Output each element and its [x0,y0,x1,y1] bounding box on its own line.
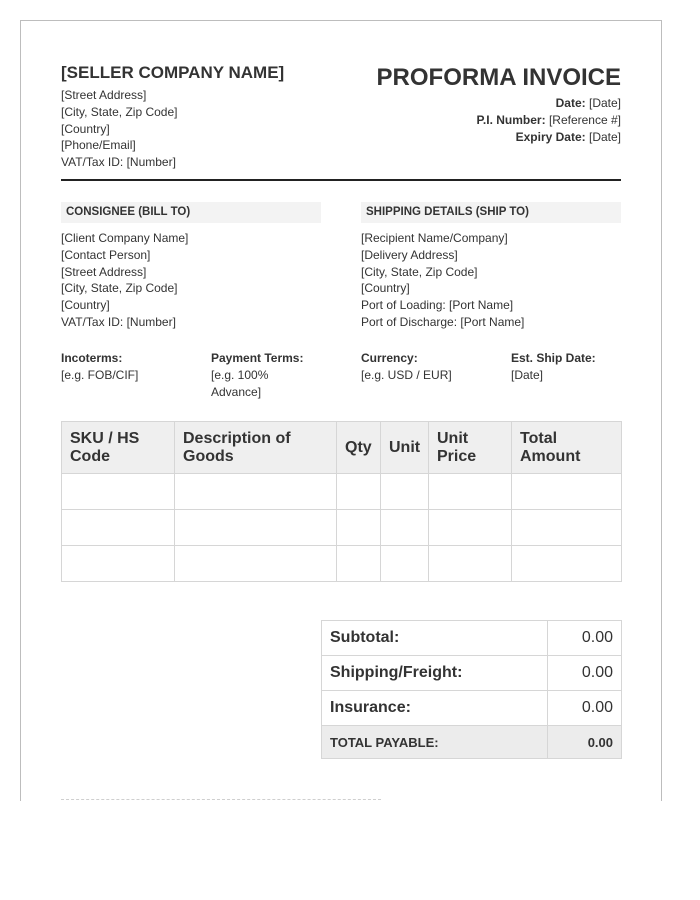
invoice-title-block [321,63,621,145]
total-payable-label: TOTAL PAYABLE: [322,726,548,759]
date-value: [Date] [588,96,621,110]
seller-country: [Country] [61,121,110,136]
document-title: PROFORMA INVOICE [376,64,621,91]
table-cell [337,474,381,510]
table-cell [175,474,337,510]
term-value: [e.g. USD / EUR] [361,368,452,382]
subtotal-row [322,621,622,656]
table-cell [337,546,381,582]
table-cell [512,510,622,546]
table-row [62,474,622,510]
column-header-unit-price: Unit Price [429,422,512,474]
expiry-date [321,129,621,146]
term-label: Incoterms: [61,351,123,365]
shipping-heading: SHIPPING DETAILS (SHIP TO) [361,202,621,223]
column-header-description: Description of Goods [175,422,337,474]
total-payable-row [322,726,622,759]
seller-street: [Street Address] [61,88,147,102]
table-row [62,510,622,546]
subtotal-value: 0.00 [548,621,622,656]
items-table [61,421,622,582]
term-ship-date [511,350,621,384]
header-divider [61,179,621,181]
shipping-line: [City, State, Zip Code] [361,264,478,279]
total-payable-value: 0.00 [548,726,622,759]
shipping-line: [Delivery Address] [361,247,458,262]
shipping-freight-row [322,656,622,691]
term-currency [361,350,491,384]
pi-number-label: P.I. Number: [476,112,546,127]
subtotal-label: Subtotal: [322,621,548,656]
shipping-freight-value: 0.00 [548,656,622,691]
totals-table [321,620,622,759]
term-payment [211,350,326,400]
table-cell [381,474,429,510]
shipping-line: [Country] [361,281,410,296]
consignee-line: [Client Company Name] [61,231,189,245]
shipping-line: Port of Discharge: [Port Name] [361,314,525,329]
shipping-block [361,202,621,331]
term-label: Currency: [361,351,418,365]
seller-city: [City, State, Zip Code] [61,104,178,119]
term-value: [e.g. 100% Advance] [211,368,269,399]
consignee-line: [Street Address] [61,264,147,279]
expiry-date-label: Expiry Date: [515,129,586,144]
signature-line [61,799,381,800]
table-cell [429,546,512,582]
table-cell [62,510,175,546]
table-cell [512,474,622,510]
table-cell [381,510,429,546]
table-cell [429,510,512,546]
table-cell [512,546,622,582]
table-cell [62,474,175,510]
table-cell [337,510,381,546]
term-label: Payment Terms: [211,351,304,365]
consignee-line: [Country] [61,298,110,313]
table-row [62,546,622,582]
insurance-value: 0.00 [548,691,622,726]
table-cell [62,546,175,582]
consignee-block [61,202,321,331]
term-value: [e.g. FOB/CIF] [61,368,139,382]
seller-company-name: [SELLER COMPANY NAME] [61,63,285,82]
pi-number [321,112,621,129]
column-header-unit: Unit [381,422,429,474]
consignee-line: [Contact Person] [61,247,151,262]
consignee-line: VAT/Tax ID: [Number] [61,314,176,329]
table-cell [429,474,512,510]
column-header-qty: Qty [337,422,381,474]
consignee-heading: CONSIGNEE (BILL TO) [61,202,321,223]
invoice-date [321,95,621,112]
term-label: Est. Ship Date: [511,351,596,365]
shipping-line: [Recipient Name/Company] [361,231,508,245]
table-cell [381,546,429,582]
insurance-label: Insurance: [322,691,548,726]
date-label: Date: [555,96,586,110]
shipping-line: Port of Loading: [Port Name] [361,298,514,313]
seller-vat: VAT/Tax ID: [Number] [61,155,176,170]
seller-contact: [Phone/Email] [61,138,136,153]
shipping-freight-label: Shipping/Freight: [322,656,548,691]
expiry-date-value: [Date] [588,129,621,144]
table-cell [175,510,337,546]
seller-block [61,63,361,171]
term-incoterms [61,350,191,384]
items-header-row [62,422,622,474]
consignee-line: [City, State, Zip Code] [61,281,178,296]
column-header-total-amount: Total Amount [512,422,622,474]
column-header-sku: SKU / HS Code [62,422,175,474]
table-cell [175,546,337,582]
term-value: [Date] [511,368,544,382]
insurance-row [322,691,622,726]
invoice-page [20,20,662,801]
pi-number-value: [Reference #] [548,112,621,127]
